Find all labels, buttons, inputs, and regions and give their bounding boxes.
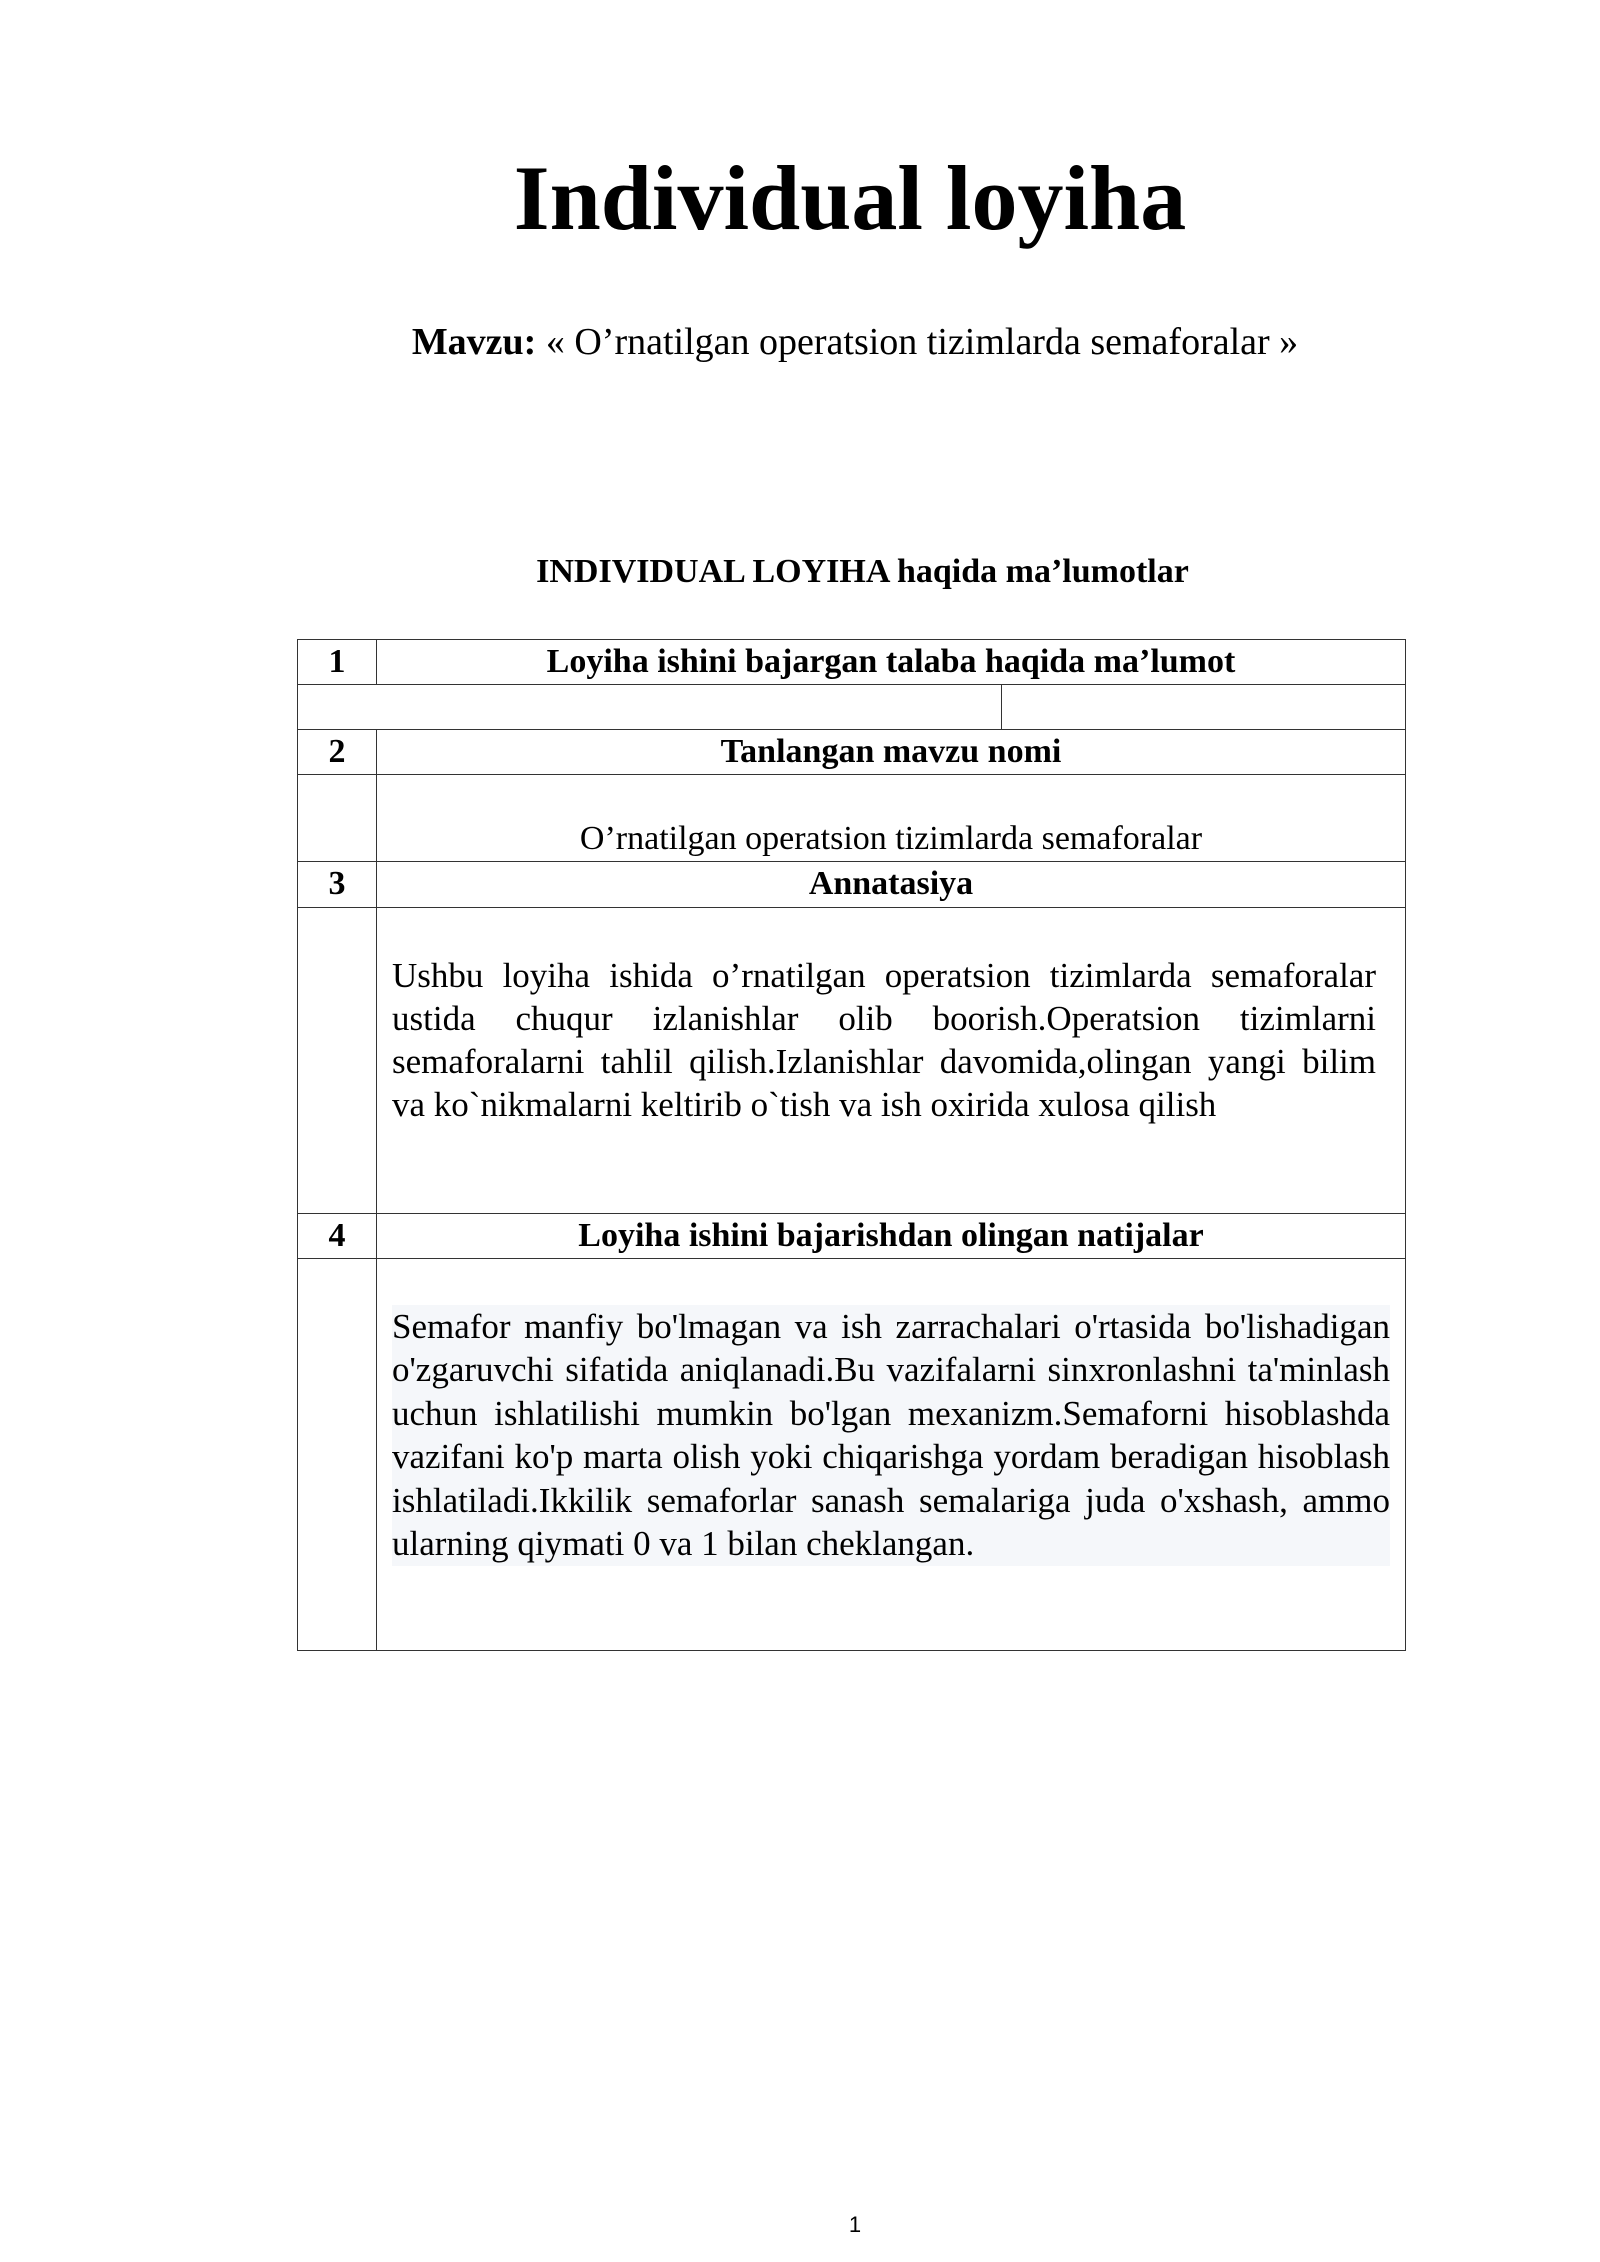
row-number-empty — [298, 907, 377, 1213]
table-row — [298, 862, 1406, 907]
annotation-cell — [377, 907, 1406, 1213]
row-number-empty — [298, 1258, 377, 1650]
topic-name-cell: O’rnatilgan operatsion tizimlarda semaforalar — [377, 775, 1406, 862]
table-row — [298, 775, 1406, 862]
table-row — [298, 640, 1406, 685]
subject-text: « O’rnatilgan operatsion tizimlarda semaforalar » — [536, 321, 1299, 363]
document-title: Individual loyiha — [513, 147, 1187, 249]
row-heading: Loyiha ishini bajargan talaba haqida ma’lumot — [377, 640, 1406, 685]
row-heading: Tanlangan mavzu nomi — [377, 730, 1406, 775]
table-row — [298, 685, 1406, 730]
subject-label: Mavzu: — [411, 321, 537, 363]
row-heading: Annatasiya — [377, 862, 1406, 907]
table-row — [298, 907, 1406, 1213]
table-row — [298, 1258, 1406, 1650]
annotation-text: Ushbu loyiha ishida o’rnatilgan operatsion tizimlarda semaforalar ustida chuqur izlanishlar olib boorish.Operatsion tizimlarni semaforalarni tahlil qilish.Izlanishlar davomida,olingan yangi bilim va ko`nikmalarni keltirib o`tish va ish oxirida xulosa qilish — [392, 955, 1376, 1124]
row-number: 3 — [298, 862, 377, 907]
page-number: 1 — [848, 2212, 862, 2237]
subject-line — [0, 320, 1600, 366]
row-number: 4 — [298, 1213, 377, 1258]
project-info-table — [297, 639, 1406, 1651]
section-heading: INDIVIDUAL LOYIHA haqida ma’lumotlar — [536, 553, 1189, 590]
table-row — [298, 730, 1406, 775]
table-row — [298, 1213, 1406, 1258]
row-number-empty — [298, 775, 377, 862]
row-number: 2 — [298, 730, 377, 775]
row-heading: Loyiha ishini bajarishdan olingan natijalar — [377, 1213, 1406, 1258]
row-number: 1 — [298, 640, 377, 685]
results-cell — [377, 1258, 1406, 1650]
empty-student-cell — [298, 685, 1406, 730]
results-text: Semafor manfiy bo'lmagan va ish zarrachalari o'rtasida bo'lishadigan o'zgaruvchi sifatida aniqlanadi.Bu vazifalarni sinxronlashni ta'minlash uchun ishlatilishi mumkin bo'lgan mexanizm.Semaforni hisoblashda vazifani ko'p marta olish yoki chiqarishga yordam beradigan hisoblash ishlatiladi.Ikkilik semaforlar sanash semalariga juda o'xshash, ammo ularning qiymati 0 va 1 bilan cheklangan. — [392, 1305, 1390, 1566]
